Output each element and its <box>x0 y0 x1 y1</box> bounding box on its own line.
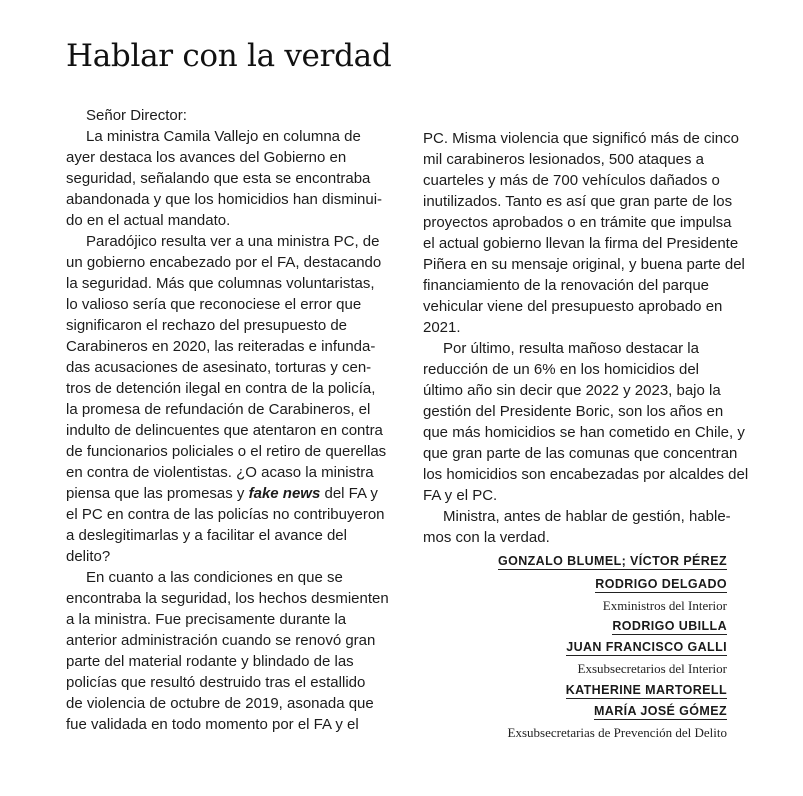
text-line: 2021. <box>423 319 461 336</box>
text-line: Por último, resulta mañoso destacar la <box>443 340 699 357</box>
signatory-name: JUAN FRANCISCO GALLI <box>566 640 727 654</box>
signature-line <box>578 660 727 678</box>
signature-line <box>566 638 727 656</box>
emphasis-text: fake news <box>248 485 321 502</box>
text-line: la seguridad. Más que columnas voluntaristas, <box>66 275 375 292</box>
text-line: significaron el rechazo del presupuesto de <box>66 317 348 334</box>
text-line: el actual gobierno llevan la firma del Presidente <box>423 235 739 252</box>
headline: Hablar con la verdad <box>66 38 392 74</box>
text-line: reducción de un 6% en los homicidios del <box>423 361 699 378</box>
text-line: Paradójico resulta ver a una ministra PC, de <box>86 233 380 250</box>
signatory-role: Exministros del Interior <box>602 598 727 613</box>
signatory-name: RODRIGO UBILLA <box>612 619 727 633</box>
text-line: policías que resultó destruido tras el estallido <box>66 674 366 691</box>
signature-line <box>498 552 727 570</box>
text-line: los homicidios son encabezadas por alcaldes del <box>423 466 749 483</box>
text-line: vehicular viene del presupuesto aprobado en <box>423 298 723 315</box>
text-line: de violencia de octubre de 2019, asonada que <box>66 695 374 712</box>
text-line: inutilizados. Tanto es así que gran parte de los <box>423 193 733 210</box>
text-line: La ministra Camila Vallejo en columna de <box>86 128 361 145</box>
text-line: mil carabineros lesionados, 500 ataques a <box>423 151 705 168</box>
text-line: proyectos aprobados o en trámite que impulsa <box>423 214 732 231</box>
clipped-line-fragment <box>610 120 690 125</box>
text-line: a la ministra. Fue precisamente durante la <box>66 611 347 628</box>
signature-line <box>508 724 727 742</box>
signatory-name: RODRIGO DELGADO <box>595 577 727 591</box>
text-line: delito? <box>66 548 111 565</box>
signature-line <box>566 681 727 699</box>
text-line: financiamiento de la renovación del parque <box>423 277 710 294</box>
signatory-name: KATHERINE MARTORELL <box>565 683 727 697</box>
text-line: Señor Director: <box>86 107 187 124</box>
text-line: abandonada y que los homicidios han disminui- <box>66 191 383 208</box>
text-line: que gran parte de las comunas que concentran <box>423 445 738 462</box>
text-line: das acusaciones de asesinato, torturas y cen- <box>66 359 372 376</box>
signatory-name: GONZALO BLUMEL; VÍCTOR PÉREZ <box>497 554 727 568</box>
text-line: un gobierno encabezado por el FA, destacando <box>66 254 382 271</box>
text-line: indulto de delincuentes que atentaron en contra <box>66 422 383 439</box>
signatory-name: MARÍA JOSÉ GÓMEZ <box>593 704 727 718</box>
text-line: En cuanto a las condiciones en que se <box>86 569 343 586</box>
text-line: encontraba la seguridad, los hechos desmienten <box>66 590 389 607</box>
text-line: Carabineros en 2020, las reiteradas e infunda- <box>66 338 376 355</box>
signatory-role: Exsubsecretarios del Interior <box>577 661 727 676</box>
text-line: parte del material rodante y blindado de las <box>66 653 354 670</box>
text-line: la promesa de refundación de Carabineros, el <box>66 401 371 418</box>
text-line: de funcionarios policiales o el retiro de querellas <box>66 443 387 460</box>
text-line: el PC en contra de las policías no contribuyeron <box>66 506 385 523</box>
text-line: FA y el PC. <box>423 487 498 504</box>
text-line: que más homicidios se han cometido en Chile, y <box>423 424 745 441</box>
text-line: mos con la verdad. <box>423 529 550 546</box>
signatory-role: Exsubsecretarias de Prevención del Delito <box>507 725 727 740</box>
left-column <box>66 105 389 735</box>
signature-line <box>603 597 727 615</box>
signature-line <box>594 702 727 720</box>
text-line: lo valioso sería que reconociese el error que <box>66 296 362 313</box>
text-line: a deslegitimarlas y a facilitar el avance del <box>66 527 347 544</box>
text-line: ayer destaca los avances del Gobierno en <box>66 149 347 166</box>
text-line: piensa que las promesas y fake news del FA y <box>66 485 378 502</box>
text-line: anterior administración cuando se renovó gran <box>66 632 376 649</box>
text-line: último año sin decir que 2022 y 2023, bajo la <box>423 382 721 399</box>
text-line: en contra de violentistas. ¿O acaso la ministra <box>66 464 374 481</box>
right-column <box>423 128 749 548</box>
text-line: seguridad, señalando que esta se encontraba <box>66 170 371 187</box>
text-line: Piñera en su mensaje original, y buena parte del <box>423 256 745 273</box>
text-line: fue validada en todo momento por el FA y el <box>66 716 359 733</box>
text-line: cuarteles y más de 700 vehículos dañados o <box>423 172 720 189</box>
signature-line <box>595 575 727 593</box>
text-line: do en el actual mandato. <box>66 212 231 229</box>
text-line: Ministra, antes de hablar de gestión, hable- <box>443 508 731 525</box>
text-line: PC. Misma violencia que significó más de cinco <box>423 130 739 147</box>
signature-line <box>612 617 727 635</box>
text-line: tros de detención ilegal en contra de la policía, <box>66 380 376 397</box>
text-line: gestión del Presidente Boric, son los años en <box>423 403 724 420</box>
